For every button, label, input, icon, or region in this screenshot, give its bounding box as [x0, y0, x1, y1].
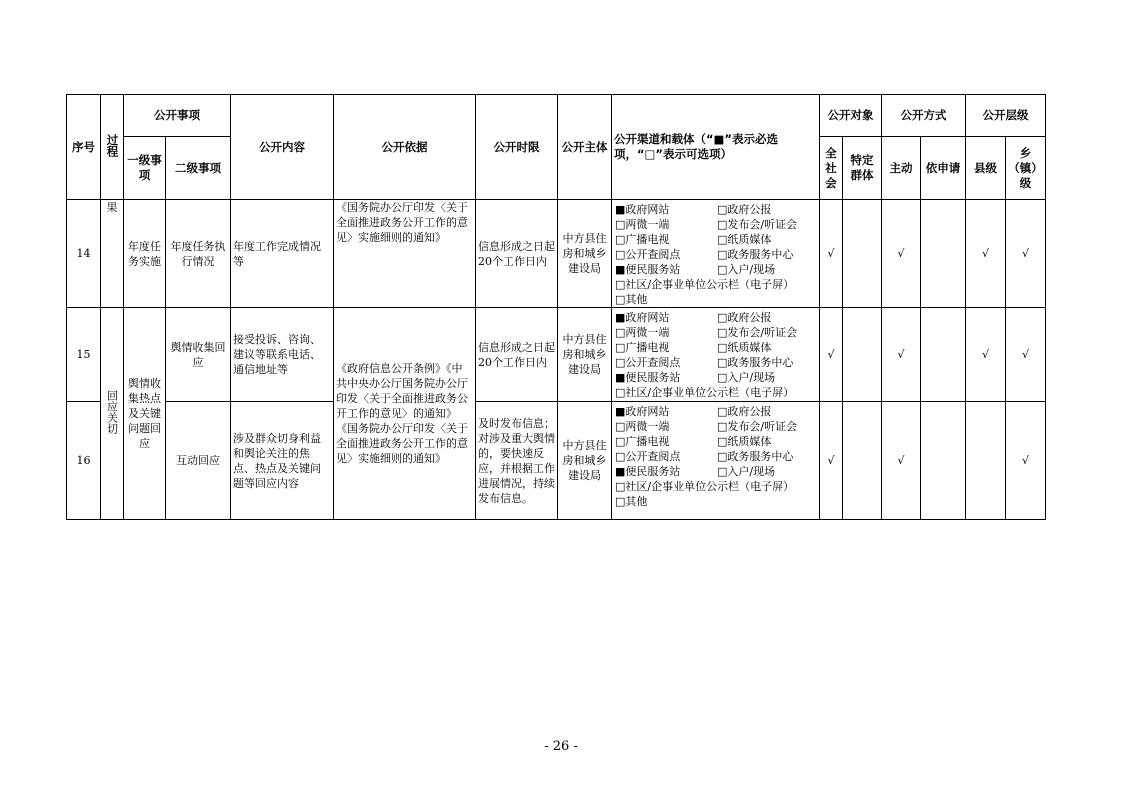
channel-option: □政府公报: [717, 405, 772, 418]
header-level-group: 公开层级: [966, 95, 1046, 137]
row-basis-merged: 《政府信息公开条例》《中共中央办公厅国务院办公厅印发〈关于全面推进政务公开工作的意见〉的通知》《国务院办公厅印发〈关于全面推进政务公开工作的意见〉实施细则的通知》: [334, 308, 476, 520]
row-process: 果: [101, 200, 124, 308]
channel-line: [615, 292, 816, 307]
row-whole-society: √: [820, 402, 843, 520]
channel-option: ■便民服务站: [615, 371, 681, 384]
channel-option: □入户/现场: [717, 465, 776, 478]
channel-line: [615, 355, 816, 370]
row-subject: 中方县住房和城乡建设局: [558, 308, 612, 402]
channel-line: [615, 247, 816, 262]
channel-option: □纸质媒体: [717, 233, 772, 246]
channel-option: □发布会/听证会: [717, 326, 798, 339]
row-active: √: [882, 200, 921, 308]
disclosure-table-sheet: [66, 94, 1045, 518]
channel-line: [615, 464, 816, 479]
header-subject: 公开主体: [558, 95, 612, 200]
row-subject: 中方县住房和城乡建设局: [558, 200, 612, 308]
row-specific-group: [843, 402, 882, 520]
row-content: 年度工作完成情况等: [231, 200, 334, 308]
row-on-request: [921, 308, 966, 402]
channel-option: □纸质媒体: [717, 435, 772, 448]
channel-option: □公开查阅点: [615, 356, 681, 369]
row-on-request: [921, 200, 966, 308]
channel-option: □社区/企事业单位公示栏（电子屏）: [615, 278, 795, 291]
channel-option: ■便民服务站: [615, 263, 681, 276]
row-time-limit: 信息形成之日起20个工作日内: [476, 308, 558, 402]
row-subject: 中方县住房和城乡建设局: [558, 402, 612, 520]
channel-line: [615, 232, 816, 247]
header-specific-group: 特定群体: [843, 137, 882, 200]
row-seq: 15: [67, 308, 101, 402]
channel-option: □入户/现场: [717, 371, 776, 384]
channel-line: [615, 277, 816, 292]
channel-option: ■便民服务站: [615, 465, 681, 478]
channel-line: [615, 494, 816, 509]
channel-option: □广播电视: [615, 341, 670, 354]
row-township: √: [1006, 308, 1046, 402]
channel-option: ■政府网站: [615, 311, 670, 324]
header-object-group: 公开对象: [820, 95, 882, 137]
header-whole-society: 全社会: [820, 137, 843, 200]
channel-option: □发布会/听证会: [717, 218, 798, 231]
row-time-limit: 及时发布信息；对涉及重大舆情的，要快速反应，并根据工作进展情况，持续发布信息。: [476, 402, 558, 520]
row-seq: 16: [67, 402, 101, 520]
row-level2: 年度任务执行情况: [166, 200, 231, 308]
row-basis: 《国务院办公厅印发〈关于全面推进政务公开工作的意见〉实施细则的通知》: [334, 200, 476, 308]
table-row: [67, 402, 1046, 520]
header-township: 乡（镇）级: [1006, 137, 1046, 200]
channel-option: □其他: [615, 495, 648, 508]
channel-option: □社区/企事业单位公示栏（电子屏）: [615, 480, 795, 493]
header-time-limit: 公开时限: [476, 95, 558, 200]
row-township: √: [1006, 402, 1046, 520]
channel-line: [615, 310, 816, 325]
header-active: 主动: [882, 137, 921, 200]
channel-line: [615, 385, 816, 400]
channel-line: [615, 404, 816, 419]
row-whole-society: √: [820, 200, 843, 308]
header-county: 县级: [966, 137, 1006, 200]
channel-option: □两微一端: [615, 326, 670, 339]
channel-line: [615, 217, 816, 232]
channel-option: ■政府网站: [615, 405, 670, 418]
channel-option: □公开查阅点: [615, 248, 681, 261]
row-process-merged: 回应关切: [101, 308, 124, 520]
row-seq: 14: [67, 200, 101, 308]
row-county: √: [966, 200, 1006, 308]
channel-option: □公开查阅点: [615, 450, 681, 463]
channel-option: □政府公报: [717, 311, 772, 324]
channel-line: [615, 340, 816, 355]
header-seq: 序号: [67, 95, 101, 200]
channel-option: □两微一端: [615, 420, 670, 433]
header-method-group: 公开方式: [882, 95, 966, 137]
row-channels: [612, 200, 820, 308]
channel-line: [615, 370, 816, 385]
row-level1-merged: 舆情收集热点及关键问题回应: [124, 308, 166, 520]
header-channels: 公开渠道和载体（“■”表示必选项，“□”表示可选项）: [612, 95, 820, 200]
row-level2: 舆情收集回应: [166, 308, 231, 402]
row-whole-society: √: [820, 308, 843, 402]
header-level2: 二级事项: [166, 137, 231, 200]
channel-option: □两微一端: [615, 218, 670, 231]
header-items-group: 公开事项: [124, 95, 231, 137]
table-row: [67, 308, 1046, 402]
row-level1: 年度任务实施: [124, 200, 166, 308]
row-active: √: [882, 308, 921, 402]
channel-line: [615, 449, 816, 464]
row-specific-group: [843, 200, 882, 308]
channel-line: [615, 202, 816, 217]
row-specific-group: [843, 308, 882, 402]
channel-option: □政府公报: [717, 203, 772, 216]
channel-option: □纸质媒体: [717, 341, 772, 354]
row-level2: 互动回应: [166, 402, 231, 520]
channel-line: [615, 479, 816, 494]
header-level1: 一级事项: [124, 137, 166, 200]
disclosure-table: [66, 94, 1046, 520]
channel-line: [615, 262, 816, 277]
row-county: √: [966, 308, 1006, 402]
channel-line: [615, 325, 816, 340]
channel-line: [615, 434, 816, 449]
row-content: 接受投诉、咨询、建议等联系电话、通信地址等: [231, 308, 334, 402]
channel-option: □入户/现场: [717, 263, 776, 276]
channel-option: □政务服务中心: [717, 450, 794, 463]
row-content: 涉及群众切身利益和舆论关注的焦点、热点及关键问题等回应内容: [231, 402, 334, 520]
channel-option: □其他: [615, 293, 648, 306]
header-row-1: [67, 95, 1046, 137]
channel-line: [615, 419, 816, 434]
header-basis: 公开依据: [334, 95, 476, 200]
page-number: - 26 -: [544, 739, 578, 754]
channel-option: □广播电视: [615, 233, 670, 246]
row-township: √: [1006, 200, 1046, 308]
channel-option: □发布会/听证会: [717, 420, 798, 433]
table-row: [67, 200, 1046, 308]
channel-option: □政务服务中心: [717, 356, 794, 369]
header-process: 过程: [101, 95, 124, 200]
header-content: 公开内容: [231, 95, 334, 200]
row-time-limit: 信息形成之日起20个工作日内: [476, 200, 558, 308]
row-on-request: [921, 402, 966, 520]
row-channels: [612, 402, 820, 520]
header-on-request: 依申请: [921, 137, 966, 200]
row-active: √: [882, 402, 921, 520]
row-county: [966, 402, 1006, 520]
row-channels: [612, 308, 820, 402]
channel-option: □广播电视: [615, 435, 670, 448]
channel-option: □社区/企事业单位公示栏（电子屏）: [615, 386, 795, 399]
channel-option: □政务服务中心: [717, 248, 794, 261]
channel-option: ■政府网站: [615, 203, 670, 216]
